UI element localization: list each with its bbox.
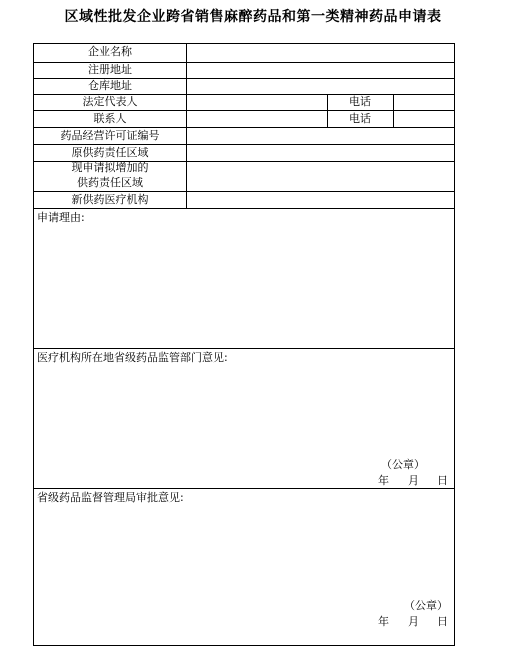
original-area-field[interactable]	[187, 145, 454, 161]
official-seal-2: （公章）	[404, 599, 448, 612]
year-label-2: 年	[378, 615, 389, 628]
original-area-label: 原供药责任区域	[71, 146, 149, 159]
year-label-1: 年	[378, 474, 389, 487]
reason-field[interactable]	[35, 226, 453, 346]
legal-rep-phone-field[interactable]	[394, 95, 454, 110]
month-label-2: 月	[408, 615, 419, 628]
application-form	[33, 43, 455, 646]
reason-label: 申请理由:	[37, 211, 85, 224]
warehouse-address-label: 仓库地址	[88, 79, 132, 92]
new-institution-field[interactable]	[187, 192, 454, 208]
contact-phone-field[interactable]	[394, 111, 454, 127]
new-area-label-line2: 供药责任区域	[77, 176, 143, 189]
contact-field[interactable]	[187, 111, 327, 127]
warehouse-address-field[interactable]	[187, 79, 454, 94]
row-divider	[34, 208, 454, 209]
registered-address-field[interactable]	[187, 63, 454, 78]
new-area-label-line1: 现申请拟增加的	[71, 161, 149, 174]
new-area-field[interactable]	[187, 162, 454, 191]
company-name-field[interactable]	[187, 44, 454, 62]
medical-dept-opinion-label: 医疗机构所在地省级药品监管部门意见:	[37, 351, 228, 364]
legal-rep-label: 法定代表人	[82, 95, 138, 108]
new-institution-label: 新供药医疗机构	[71, 193, 149, 206]
section-divider	[34, 348, 454, 349]
month-label-1: 月	[408, 474, 419, 487]
form-title: 区域性批发企业跨省销售麻醉药品和第一类精神药品申请表	[64, 9, 442, 25]
bureau-opinion-label: 省级药品监督管理局审批意见:	[37, 491, 184, 504]
medical-dept-opinion-field[interactable]	[35, 366, 453, 456]
official-seal-1: （公章）	[381, 458, 425, 471]
day-label-2: 日	[437, 615, 448, 628]
bureau-opinion-field[interactable]	[35, 506, 453, 596]
day-label-1: 日	[437, 474, 448, 487]
phone-label: 电话	[349, 95, 371, 108]
license-number-label: 药品经营许可证编号	[60, 129, 160, 142]
contact-label: 联系人	[93, 112, 127, 125]
contact-phone-label: 电话	[349, 112, 371, 125]
company-name-label: 企业名称	[88, 45, 132, 58]
license-number-field[interactable]	[187, 128, 454, 144]
registered-address-label: 注册地址	[88, 63, 132, 76]
section-divider	[34, 488, 454, 489]
legal-rep-field[interactable]	[187, 95, 327, 110]
